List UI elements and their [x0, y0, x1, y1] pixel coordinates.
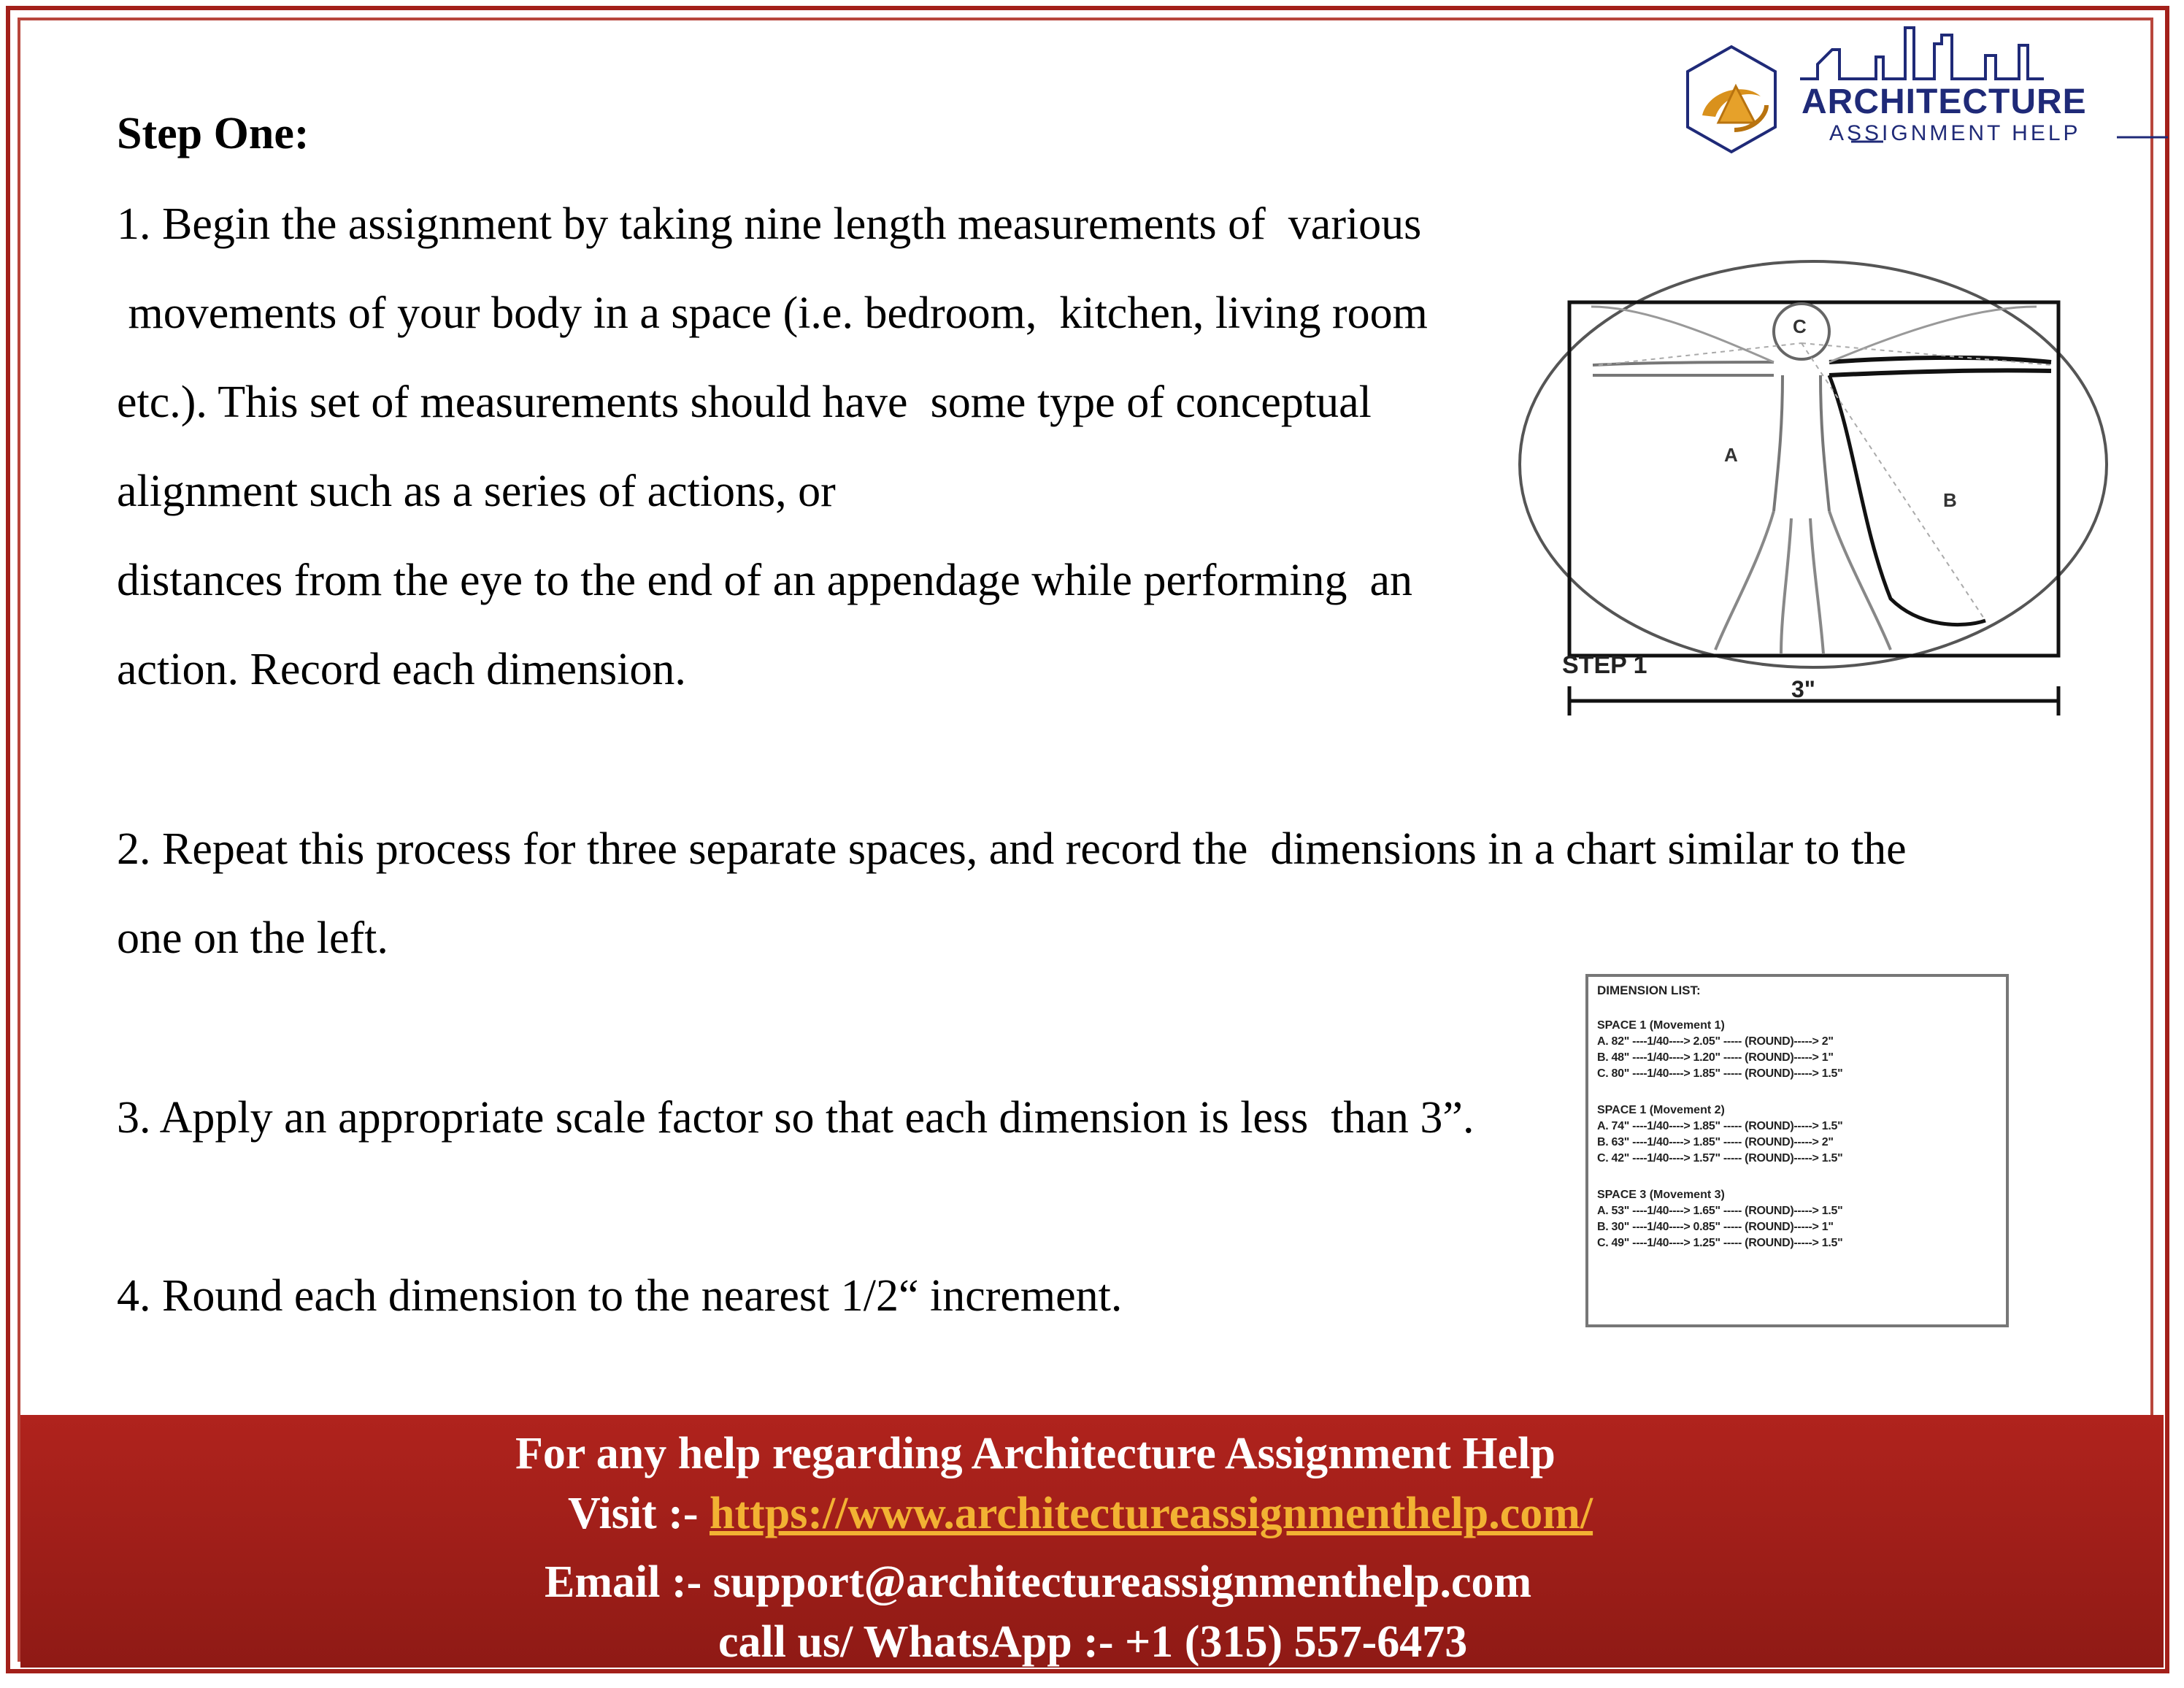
- dimension-row: B. 30" ----1/40----> 0.85" ----- (ROUND)-----> 1": [1597, 1221, 1834, 1233]
- figure-step-label: STEP 1: [1562, 651, 1647, 679]
- footer-website-link[interactable]: https://www.architectureassignmenthelp.com/: [710, 1489, 1593, 1538]
- figure-dimension-label: 3": [1791, 676, 1815, 702]
- dimension-space-label: SPACE 1 (Movement 1): [1597, 1019, 1725, 1032]
- dimension-row: B. 63" ----1/40----> 1.85" ----- (ROUND)-----> 2": [1597, 1136, 1834, 1148]
- footer-visit-line: [568, 1488, 1593, 1540]
- footer-visit-label: Visit :-: [568, 1489, 710, 1538]
- step-line-7: 2. Repeat this process for three separate spaces, and record the dimensions in a chart similar to the: [117, 824, 1907, 874]
- figure-letter-b: B: [1943, 489, 1957, 511]
- logo-sub-text: ASSIGNMENT HELP: [1829, 121, 2081, 145]
- dimension-row: C. 49" ----1/40----> 1.25" ----- (ROUND)-----> 1.5": [1597, 1237, 1843, 1249]
- dimension-list-title: DIMENSION LIST:: [1597, 983, 1701, 997]
- footer-email-text: Email :- support@architectureassignmenthelp.com: [545, 1557, 1532, 1607]
- dimension-row: B. 48" ----1/40----> 1.20" ----- (ROUND)-----> 1": [1597, 1051, 1834, 1064]
- dimension-row: A. 53" ----1/40----> 1.65" ----- (ROUND)-----> 1.5": [1597, 1205, 1843, 1217]
- step-line-9: 3. Apply an appropriate scale factor so that each dimension is less than 3”.: [117, 1093, 1474, 1143]
- step-heading: Step One:: [117, 109, 309, 158]
- footer-phone-text: call us/ WhatsApp :- +1 (315) 557-6473: [718, 1617, 1468, 1667]
- step-line-10: 4. Round each dimension to the nearest 1/2“ increment.: [117, 1271, 1123, 1321]
- dimension-row: A. 82" ----1/40----> 2.05" ----- (ROUND)-----> 2": [1597, 1035, 1834, 1048]
- dimension-space-label: SPACE 3 (Movement 3): [1597, 1189, 1725, 1201]
- logo-brand-text: ARCHITECTURE: [1802, 83, 2087, 121]
- step-line-8: one on the left.: [117, 913, 388, 963]
- figure-letter-c: C: [1793, 315, 1807, 337]
- footer-help-text: For any help regarding Architecture Assignment Help: [515, 1429, 1556, 1478]
- step-line-6: action. Record each dimension.: [117, 645, 686, 694]
- figure-letter-a: A: [1724, 444, 1738, 466]
- dimension-space-label: SPACE 1 (Movement 2): [1597, 1104, 1725, 1116]
- step-line-5: distances from the eye to the end of an appendage while performing an: [117, 556, 1412, 605]
- step-line-4: alignment such as a series of actions, or: [117, 467, 836, 516]
- dimension-list-box: [1585, 974, 2009, 1327]
- step-line-3: etc.). This set of measurements should have some type of conceptual: [117, 377, 1372, 427]
- dimension-row: A. 74" ----1/40----> 1.85" ----- (ROUND)-----> 1.5": [1597, 1120, 1843, 1132]
- dimension-row: C. 42" ----1/40----> 1.57" ----- (ROUND)-----> 1.5": [1597, 1152, 1843, 1165]
- step-line-2: movements of your body in a space (i.e. bedroom, kitchen, living room: [117, 288, 1428, 338]
- step-line-1: 1. Begin the assignment by taking nine length measurements of various: [117, 199, 1422, 249]
- dimension-row: C. 80" ----1/40----> 1.85" ----- (ROUND)-----> 1.5": [1597, 1067, 1843, 1080]
